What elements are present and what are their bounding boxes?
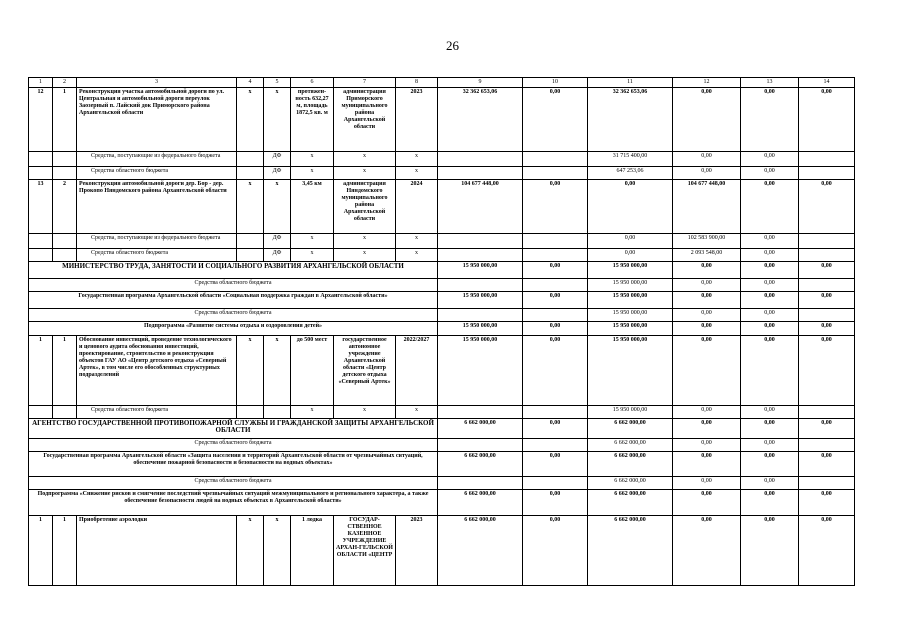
table-cell: 0,00 xyxy=(799,516,855,586)
table-cell xyxy=(53,167,77,180)
column-number: 12 xyxy=(673,78,741,88)
table-cell: 0,00 xyxy=(799,180,855,234)
table-cell: 0,00 xyxy=(741,309,799,322)
table-cell: Средства, поступающие из федерального бюджета xyxy=(77,234,237,249)
table-cell: 6 662 000,00 xyxy=(588,516,673,586)
table-cell: 15 950 000,00 xyxy=(588,279,673,292)
section-title-cell: Государственная программа Архангельской области «Защита населения и территорий Архангельской области от чрезвычайных ситуаций, обеспечение пожарной безопасности и безопасности на водных объектах» xyxy=(29,452,438,477)
table-cell: Реконструкция участка автомобильной дороги по ул. Центральная и автомобильной дороги переулок Заозерный п. Лайский док Приморского района Архангельской области xyxy=(77,88,237,152)
table-row xyxy=(29,88,855,152)
column-number: 7 xyxy=(334,78,396,88)
table-cell: 0,00 xyxy=(799,452,855,477)
table-cell xyxy=(29,406,53,419)
table-row xyxy=(29,309,855,322)
table-cell: 2 xyxy=(53,180,77,234)
table-cell xyxy=(53,152,77,167)
table-cell: 0,00 xyxy=(673,439,741,452)
table-cell: 0,00 xyxy=(741,234,799,249)
table-cell: 13 xyxy=(29,180,53,234)
table-cell xyxy=(523,477,588,490)
table-cell: 0,00 xyxy=(673,322,741,336)
table-cell: х xyxy=(264,88,291,152)
table-cell: х xyxy=(291,152,334,167)
column-number: 9 xyxy=(438,78,523,88)
table-cell: Средства областного бюджета xyxy=(77,167,237,180)
table-cell: х xyxy=(334,249,396,262)
table-cell: Реконструкция автомобильной дороги дер. Бор - дер. Прокопо Няндомского района Архангельской области xyxy=(77,180,237,234)
table-cell: 0,00 xyxy=(741,279,799,292)
table-cell xyxy=(237,234,264,249)
table-cell: х xyxy=(291,234,334,249)
table-cell xyxy=(523,309,588,322)
table-cell xyxy=(523,152,588,167)
table-cell: х xyxy=(396,167,438,180)
table-row xyxy=(29,516,855,586)
table-cell: 1 xyxy=(53,516,77,586)
column-number: 1 xyxy=(29,78,53,88)
table-cell xyxy=(438,477,523,490)
table-cell xyxy=(29,249,53,262)
table-cell: 0,00 xyxy=(588,249,673,262)
table-cell: 104 677 448,00 xyxy=(438,180,523,234)
table-cell: 0,00 xyxy=(673,262,741,279)
table-cell xyxy=(438,234,523,249)
table-row xyxy=(29,279,855,292)
table-cell xyxy=(237,406,264,419)
column-number: 11 xyxy=(588,78,673,88)
table-cell: администрация Приморского муниципального района Архангельской области xyxy=(334,88,396,152)
table-cell: 6 662 000,00 xyxy=(438,419,523,439)
table-cell: 2024 xyxy=(396,180,438,234)
table-cell: ГОСУДАР-СТВЕННОЕ КАЗЕННОЕ УЧРЕЖДЕНИЕ АРХАН-ГЕЛЬСКОЙ ОБЛАСТИ «ЦЕНТР xyxy=(334,516,396,586)
table-cell: 0,00 xyxy=(523,490,588,516)
table-cell: х xyxy=(264,336,291,406)
table-cell: 0,00 xyxy=(673,336,741,406)
table-cell: 0,00 xyxy=(673,419,741,439)
table-cell xyxy=(29,167,53,180)
table-cell: х xyxy=(334,167,396,180)
table-cell: 2023 xyxy=(396,516,438,586)
table-cell: х xyxy=(291,167,334,180)
table-cell xyxy=(523,406,588,419)
table-cell: 0,00 xyxy=(673,279,741,292)
table-cell: 0,00 xyxy=(523,336,588,406)
section-title-cell: Средства областного бюджета xyxy=(29,477,438,490)
table-cell: х xyxy=(237,180,264,234)
table-row xyxy=(29,234,855,249)
column-number: 13 xyxy=(741,78,799,88)
table-cell: 32 362 653,06 xyxy=(438,88,523,152)
table-cell: 2022/2027 xyxy=(396,336,438,406)
table-cell: 0,00 xyxy=(741,336,799,406)
table-cell xyxy=(53,234,77,249)
table-cell: Приобретение аэролодки xyxy=(77,516,237,586)
table-cell: 0,00 xyxy=(673,88,741,152)
column-number: 10 xyxy=(523,78,588,88)
table-row xyxy=(29,439,855,452)
table-cell: 0,00 xyxy=(673,477,741,490)
table-cell: х xyxy=(334,234,396,249)
table-row xyxy=(29,180,855,234)
section-title-cell: МИНИСТЕРСТВО ТРУДА, ЗАНЯТОСТИ И СОЦИАЛЬНОГО РАЗВИТИЯ АРХАНГЕЛЬСКОЙ ОБЛАСТИ xyxy=(29,262,438,279)
table-cell: 0,00 xyxy=(588,180,673,234)
table-cell xyxy=(523,279,588,292)
table-cell: 0,00 xyxy=(741,439,799,452)
table-cell: 6 662 000,00 xyxy=(588,439,673,452)
table-cell: Обоснование инвестиций, проведение технологического и ценового аудита обоснования инвестиций, проектирование, строительство и реконструкция объектов ГАУ АО «Центр детского отдыха «Северный Артек», в том числе его обособленных структурных подразделений xyxy=(77,336,237,406)
page-number: 26 xyxy=(446,38,459,53)
table-cell: 0,00 xyxy=(673,490,741,516)
table-cell: 0,00 xyxy=(523,180,588,234)
table-cell: Средства областного бюджета xyxy=(77,249,237,262)
table-cell xyxy=(237,167,264,180)
table-cell: 1 xyxy=(53,88,77,152)
table-cell: 1 xyxy=(53,336,77,406)
table-cell xyxy=(799,279,855,292)
table-cell: 15 950 000,00 xyxy=(438,292,523,309)
table-cell: 0,00 xyxy=(523,322,588,336)
table-cell: 0,00 xyxy=(673,292,741,309)
table-cell: 0,00 xyxy=(741,152,799,167)
table-cell xyxy=(53,406,77,419)
table-cell: х xyxy=(396,249,438,262)
table-cell xyxy=(237,249,264,262)
table-cell: 0,00 xyxy=(673,152,741,167)
table-row xyxy=(29,262,855,279)
table-cell: Средства областного бюджета xyxy=(77,406,237,419)
table-cell: 1 лодка xyxy=(291,516,334,586)
section-title-cell: Средства областного бюджета xyxy=(29,309,438,322)
table-cell: 0,00 xyxy=(588,234,673,249)
table-cell: 0,00 xyxy=(741,180,799,234)
table-cell: 15 950 000,00 xyxy=(588,322,673,336)
table-cell: 2 093 548,00 xyxy=(673,249,741,262)
table-cell: ДФ xyxy=(264,234,291,249)
section-title-cell: Средства областного бюджета xyxy=(29,279,438,292)
table-cell: х xyxy=(264,180,291,234)
table-cell: х xyxy=(291,249,334,262)
table-cell: х xyxy=(334,152,396,167)
table-cell: до 500 мест xyxy=(291,336,334,406)
table-cell: 1 xyxy=(29,336,53,406)
table-cell: 6 662 000,00 xyxy=(588,490,673,516)
table-row xyxy=(29,167,855,180)
table-cell: 0,00 xyxy=(741,516,799,586)
table-cell xyxy=(799,234,855,249)
table-cell: 0,00 xyxy=(741,262,799,279)
table-cell xyxy=(438,439,523,452)
table-cell xyxy=(264,406,291,419)
table-cell: 15 950 000,00 xyxy=(438,262,523,279)
table-cell xyxy=(438,167,523,180)
column-number: 14 xyxy=(799,78,855,88)
table-cell: 3,45 км xyxy=(291,180,334,234)
table-cell: 0,00 xyxy=(673,452,741,477)
table-cell: х xyxy=(237,336,264,406)
table-cell: 0,00 xyxy=(799,490,855,516)
table-cell: протяжен-ность 632,27 м, площадь 1872,5 кв. м xyxy=(291,88,334,152)
column-number: 4 xyxy=(237,78,264,88)
table-cell: х xyxy=(264,516,291,586)
table-cell: х xyxy=(334,406,396,419)
table-cell: 0,00 xyxy=(741,167,799,180)
budget-table xyxy=(28,77,855,586)
table-cell: 32 362 653,06 xyxy=(588,88,673,152)
table-cell: 0,00 xyxy=(523,262,588,279)
table-cell: государственное автономное учреждение Архангельской области «Центр детского отдыха «Северный Артек» xyxy=(334,336,396,406)
table-cell xyxy=(799,152,855,167)
table-cell: 2023 xyxy=(396,88,438,152)
table-cell xyxy=(438,152,523,167)
table-cell: 0,00 xyxy=(741,292,799,309)
table-cell xyxy=(438,249,523,262)
table-cell: 1 xyxy=(29,516,53,586)
table-cell: 0,00 xyxy=(799,336,855,406)
table-cell xyxy=(523,167,588,180)
section-title-cell: АГЕНТСТВО ГОСУДАРСТВЕННОЙ ПРОТИВОПОЖАРНОЙ СЛУЖБЫ И ГРАЖДАНСКОЙ ЗАЩИТЫ АРХАНГЕЛЬСКОЙ ОБЛАСТИ xyxy=(29,419,438,439)
table-cell: 15 950 000,00 xyxy=(588,336,673,406)
column-number: 8 xyxy=(396,78,438,88)
table-cell xyxy=(799,249,855,262)
table-row xyxy=(29,336,855,406)
table-cell xyxy=(438,406,523,419)
table-cell: х xyxy=(396,406,438,419)
table-row xyxy=(29,406,855,419)
table-cell xyxy=(53,249,77,262)
table-cell: 6 662 000,00 xyxy=(438,452,523,477)
table-cell: 31 715 400,00 xyxy=(588,152,673,167)
table-cell xyxy=(523,439,588,452)
table-cell xyxy=(799,406,855,419)
table-cell: ДФ xyxy=(264,152,291,167)
table-cell xyxy=(799,167,855,180)
table-cell: 0,00 xyxy=(673,516,741,586)
table-row xyxy=(29,292,855,309)
table-cell xyxy=(237,152,264,167)
table-cell: 12 xyxy=(29,88,53,152)
table-cell xyxy=(799,439,855,452)
table-cell: 102 583 900,00 xyxy=(673,234,741,249)
table-cell: 15 950 000,00 xyxy=(438,336,523,406)
section-title-cell: Государственная программа Архангельской области «Социальная поддержка граждан в Архангельской области» xyxy=(29,292,438,309)
table-cell: 0,00 xyxy=(799,292,855,309)
table-cell: х xyxy=(237,516,264,586)
table-cell xyxy=(438,279,523,292)
table-cell xyxy=(438,309,523,322)
table-cell: ДФ xyxy=(264,249,291,262)
table-cell: 15 950 000,00 xyxy=(588,292,673,309)
table-cell: 0,00 xyxy=(741,88,799,152)
table-cell: 0,00 xyxy=(741,452,799,477)
table-cell: 0,00 xyxy=(799,262,855,279)
table-cell xyxy=(799,309,855,322)
table-cell: ДФ xyxy=(264,167,291,180)
section-title-cell: Подпрограмма «Снижение рисков и смягчение последствий чрезвычайных ситуаций межмуниципального и регионального характера, а также обеспечение безопасности людей на водных объектах в Архангельской области» xyxy=(29,490,438,516)
table-cell xyxy=(523,234,588,249)
column-number: 3 xyxy=(77,78,237,88)
table-cell: 104 677 448,00 xyxy=(673,180,741,234)
table-cell xyxy=(29,234,53,249)
section-title-cell: Подпрограмма «Развитие системы отдыха и оздоровления детей» xyxy=(29,322,438,336)
table-cell: 15 950 000,00 xyxy=(588,406,673,419)
table-row xyxy=(29,152,855,167)
table-cell: 0,00 xyxy=(741,322,799,336)
table-cell: 0,00 xyxy=(523,452,588,477)
table-cell: 0,00 xyxy=(523,88,588,152)
table-cell: администрация Няндомского муниципального района Архангельской области xyxy=(334,180,396,234)
table-row xyxy=(29,490,855,516)
table-cell xyxy=(523,249,588,262)
table-cell: 0,00 xyxy=(673,406,741,419)
section-title-cell: Средства областного бюджета xyxy=(29,439,438,452)
column-number: 6 xyxy=(291,78,334,88)
table-cell: 15 950 000,00 xyxy=(588,262,673,279)
table-cell: 0,00 xyxy=(523,419,588,439)
table-cell: х xyxy=(237,88,264,152)
table-cell: 0,00 xyxy=(741,490,799,516)
table-row xyxy=(29,452,855,477)
table-cell: 6 662 000,00 xyxy=(438,516,523,586)
table-cell: 6 662 000,00 xyxy=(588,419,673,439)
table-cell: 0,00 xyxy=(799,419,855,439)
table-cell: 0,00 xyxy=(673,309,741,322)
table-cell: 0,00 xyxy=(523,292,588,309)
table-cell: 0,00 xyxy=(799,322,855,336)
table-row xyxy=(29,419,855,439)
table-cell: Средства, поступающие из федерального бюджета xyxy=(77,152,237,167)
table-cell: х xyxy=(396,234,438,249)
table-row xyxy=(29,322,855,336)
table-cell: 0,00 xyxy=(523,516,588,586)
table-cell: 6 662 000,00 xyxy=(588,452,673,477)
table-cell: 6 662 000,00 xyxy=(438,490,523,516)
table-row xyxy=(29,477,855,490)
table-cell: 0,00 xyxy=(741,477,799,490)
table-cell: 0,00 xyxy=(673,167,741,180)
table-cell: 647 253,06 xyxy=(588,167,673,180)
table-cell: 0,00 xyxy=(741,419,799,439)
table-cell xyxy=(29,152,53,167)
table-cell: 15 950 000,00 xyxy=(588,309,673,322)
table-cell xyxy=(799,477,855,490)
table-cell: 6 662 000,00 xyxy=(588,477,673,490)
table-cell: 0,00 xyxy=(741,406,799,419)
table-cell: х xyxy=(291,406,334,419)
table-cell: 0,00 xyxy=(741,249,799,262)
column-number: 2 xyxy=(53,78,77,88)
table-cell: 0,00 xyxy=(799,88,855,152)
table-row xyxy=(29,249,855,262)
column-number-row xyxy=(29,78,855,88)
column-number: 5 xyxy=(264,78,291,88)
table-cell: х xyxy=(396,152,438,167)
table-cell: 15 950 000,00 xyxy=(438,322,523,336)
